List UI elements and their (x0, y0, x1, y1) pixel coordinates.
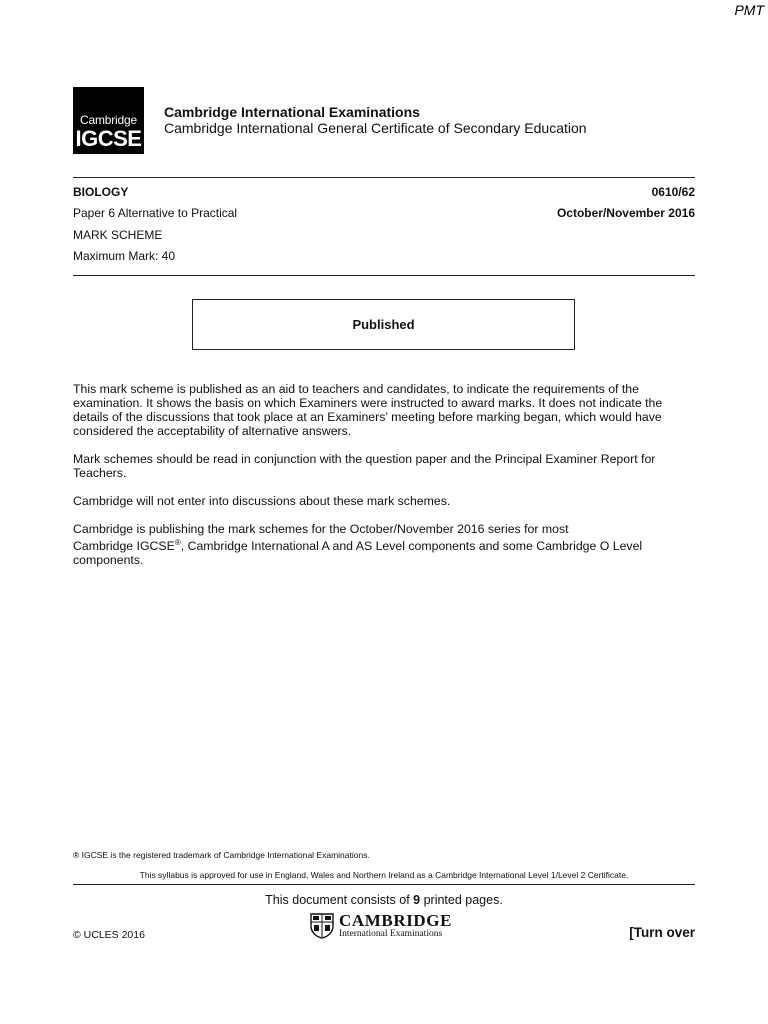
status-label: Published (352, 317, 415, 332)
document-type: MARK SCHEME (73, 228, 163, 242)
logo-top-text: Cambridge (80, 113, 137, 127)
header-rule-bottom (73, 275, 695, 276)
max-mark: Maximum Mark: 40 (73, 249, 176, 263)
status-box (192, 299, 575, 350)
page-count-number: 9 (413, 893, 421, 907)
cambridge-wordmark: CAMBRIDGE (339, 911, 453, 930)
para4-rest: , Cambridge International A and AS Level components and some Cambridge O Level components. (73, 539, 643, 568)
page-count: This document consists of 9 printed pages. (265, 893, 503, 907)
para4-line1: Cambridge is publishing the mark schemes for the October/November 2016 series for most (73, 522, 569, 536)
body-paragraph-1: This mark scheme is published as an aid to teachers and candidates, to indicate the requirements of the examination. It shows the basis on which Examiners were instructed to award marks. It does not indicate the details of the discussions that took place at an Examiners’ meeting before marking began, which would have considered the acceptability of alternative answers. (73, 382, 663, 438)
paper-name: Paper 6 Alternative to Practical (73, 206, 238, 220)
body-paragraph-3: Cambridge will not enter into discussions about these mark schemes. (73, 494, 451, 508)
cambridge-submark: International Examinations (339, 929, 443, 939)
session: October/November 2016 (556, 206, 695, 220)
footer-rule (73, 884, 695, 885)
header-rule-top (73, 177, 695, 178)
trademark-symbol: ® (174, 538, 181, 547)
board-title: Cambridge International Examinations (164, 104, 420, 120)
qualification-title: Cambridge International General Certificate of Secondary Education (164, 120, 587, 136)
body-paragraph-2: Mark schemes should be read in conjunction with the question paper and the Principal Examiner Report for Teachers. (73, 452, 656, 480)
logo-bottom-text: IGCSE (75, 126, 142, 151)
body-paragraph-4 (73, 522, 695, 567)
subject: BIOLOGY (73, 185, 129, 199)
turn-over: [Turn over (629, 925, 695, 940)
paper-code: 0610/62 (651, 185, 695, 199)
corner-mark: PMT (734, 2, 764, 18)
cambridge-logo (310, 912, 452, 939)
approval-note: This syllabus is approved for use in England, Wales and Northern Ireland as a Cambridge International Level 1/Level 2 Certificate. (139, 870, 629, 880)
cambridge-crest-icon (310, 913, 334, 939)
copyright: © UCLES 2016 (73, 929, 145, 941)
cambridge-igcse-logo (73, 87, 144, 154)
para4-igcse: Cambridge IGCSE (73, 539, 175, 554)
trademark-note: ® IGCSE is the registered trademark of Cambridge International Examinations. (73, 850, 370, 860)
